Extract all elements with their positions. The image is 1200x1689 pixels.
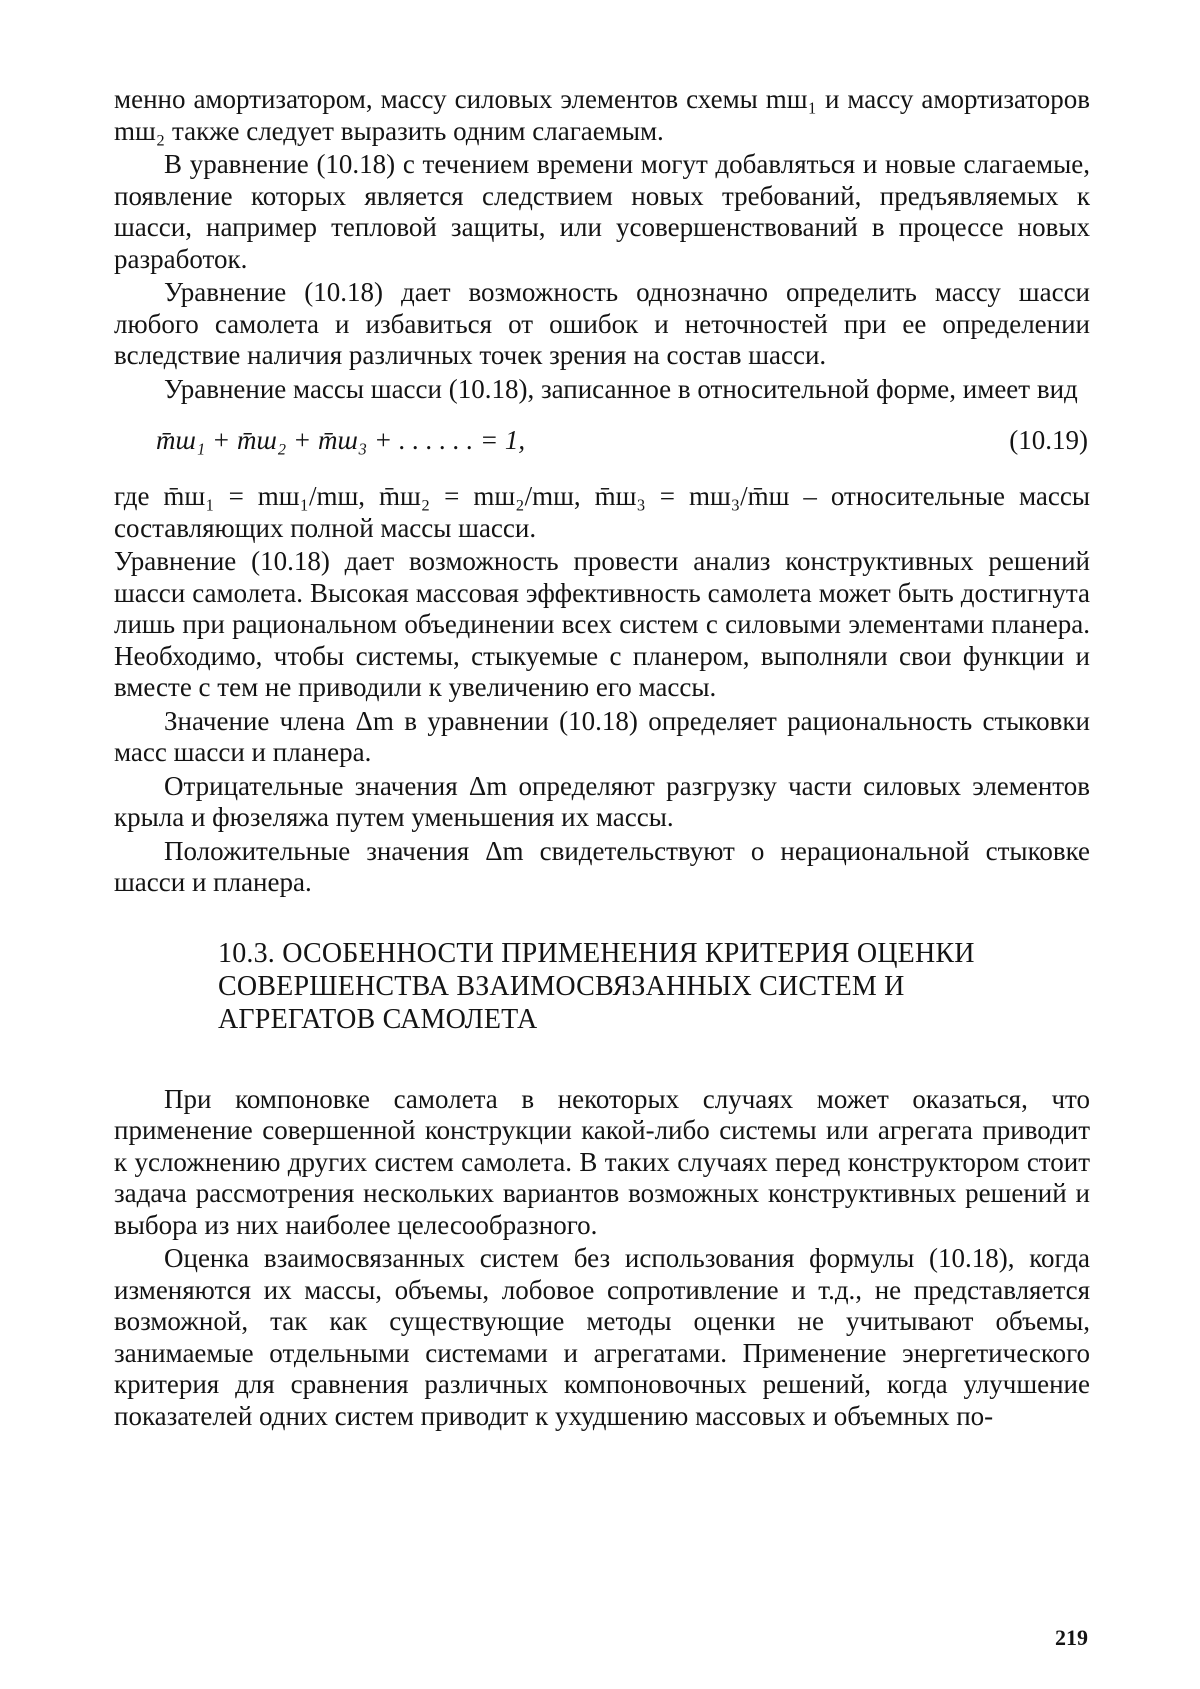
paragraph-middle-1: где m̄ш₁ = mш₁/mш, m̄ш₂ = mш₂/mш, m̄ш₃ = mш₃/m̄ш – относительные массы составляющих полной массы шасси.: [114, 481, 1090, 543]
paragraph-top-2: В уравнение (10.18) с течением времени могут добавляться и новые слагаемые, появление которых является следствием новых требований, предъявляемых к шасси, например тепловой защиты, или усовершенствований в процессе новых разработок.: [114, 149, 1090, 274]
paragraph-bottom-2: Оценка взаимосвязанных систем без использования формулы (10.18), когда изменяются их массы, объемы, лобовое сопротивление и т.д., не представляется возможной, так как существующие методы оценки не учитывают объемы, занимаемые отдельными системами и агрегатами. Применение энергетического критерия для сравнения различных компоновочных решений, когда улучшение показателей одних систем приводит к ухудшению массовых и объемных по-: [114, 1243, 1090, 1431]
paragraph-middle-5: Положительные значения Δm свидетельствуют о нерациональной стыковке шасси и планера.: [114, 835, 1090, 897]
formula-10-19: [114, 421, 1090, 461]
paragraph-middle-2: Уравнение (10.18) дает возможность провести анализ конструктивных решений шасси самолета. Высокая массовая эффективность самолета может быть достигнута лишь при рациональном объединении всех систем с силовыми элементами планера. Необходимо, чтобы системы, стыкуемые с планером, выполняли свои функции и вместе с тем не приводили к увеличению его массы.: [114, 546, 1090, 702]
formula-number: (10.19): [1009, 425, 1088, 455]
paragraph-top-3: Уравнение (10.18) дает возможность однозначно определить массу шасси любого самолета и избавиться от ошибок и неточностей при ее определении вследствие наличия различных точек зрения на состав шасси.: [114, 277, 1090, 370]
section-heading: 10.3. ОСОБЕННОСТИ ПРИМЕНЕНИЯ КРИТЕРИЯ ОЦЕНКИ СОВЕРШЕНСТВА ВЗАИМОСВЯЗАННЫХ СИСТЕМ И АГРЕГАТОВ САМОЛЕТА: [218, 937, 975, 1035]
formula-expression: m̄ш₁ + m̄ш₂ + m̄ш₃ + . . . . . . = 1,: [156, 425, 526, 455]
text-column: [114, 84, 1090, 1432]
paragraph-middle-3: Значение члена Δm в уравнении (10.18) определяет рациональность стыковки масс шасси и планера.: [114, 705, 1090, 767]
paragraph-bottom-1: При компоновке самолета в некоторых случаях может оказаться, что применение совершенной конструкции какой-либо системы или агрегата приводит к усложнению других систем самолета. В таких случаях перед конструктором стоит задача рассмотрения нескольких вариантов возможных конструктивных решений и выбора из них наиболее целесообразного.: [114, 1083, 1090, 1240]
paragraph-top-1: менно амортизатором, массу силовых элементов схемы mш₁ и массу амортизаторов mш₂ также следует выразить одним слагаемым.: [114, 84, 1090, 146]
page-number: 219: [1055, 1625, 1088, 1650]
paragraph-middle-4: Отрицательные значения Δm определяют разгрузку части силовых элементов крыла и фюзеляжа путем уменьшения их массы.: [114, 770, 1090, 832]
paragraph-top-4: Уравнение массы шасси (10.18), записанное в относительной форме, имеет вид: [164, 373, 1078, 404]
